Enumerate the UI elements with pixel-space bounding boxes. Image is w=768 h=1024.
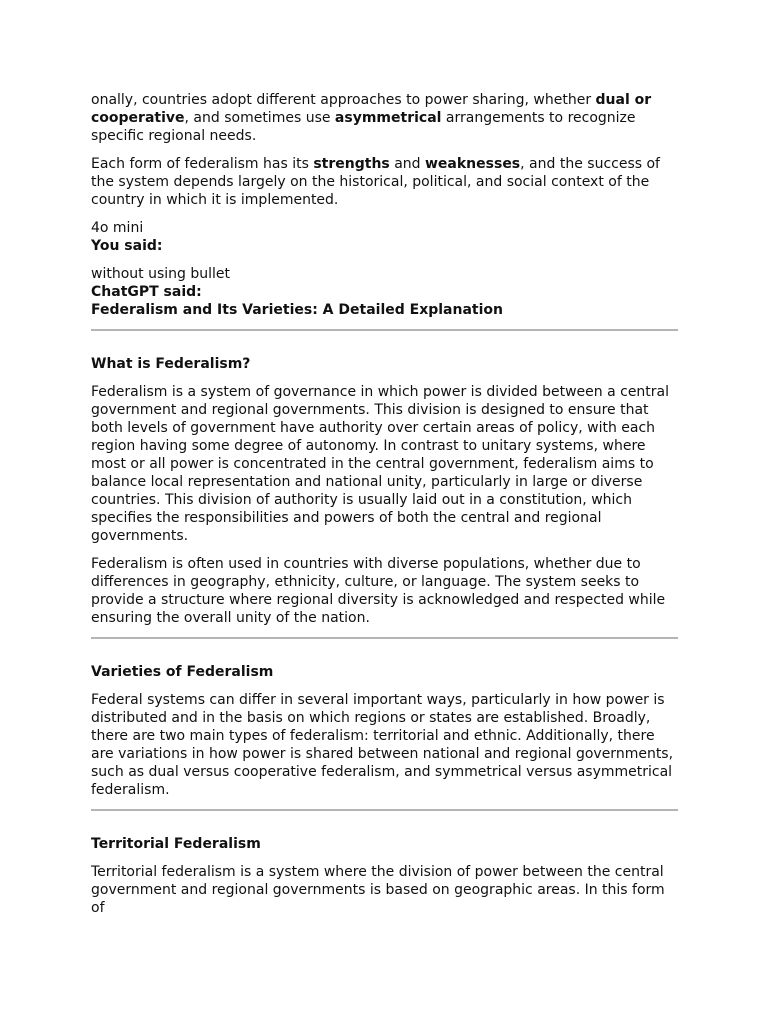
divider	[91, 637, 678, 639]
user-message: without using bullet	[91, 266, 230, 282]
text: Each form of federalism has its	[91, 156, 314, 172]
section-heading-varieties: Varieties of Federalism	[91, 664, 274, 680]
text: onally, countries adopt different approaches to power sharing, whether	[91, 92, 596, 108]
paragraph-approaches	[91, 91, 678, 145]
you-said-label: You said:	[91, 238, 163, 254]
text: , and the success of the system depends largely on the historical, political, and social context of the country in which it is implemented.	[91, 156, 660, 208]
doc-title: Federalism and Its Varieties: A Detailed Explanation	[91, 302, 503, 318]
paragraph-definition: Federalism is a system of governance in which power is divided between a central government and regional governments. This division is designed to ensure that both levels of government have authority over certain areas of policy, with each region having some degree of autonomy. In contrast to unitary systems, where most or all power is concentrated in the central government, federalism aims to balance local representation and national unity, particularly in large or diverse countries. This division of authority is usually laid out in a constitution, which specifies the responsibilities and powers of both the central and regional governments.	[91, 384, 670, 544]
model-label: 4o mini	[91, 220, 144, 236]
bold-text: weaknesses	[425, 156, 521, 172]
paragraph-territorial: Territorial federalism is a system where the division of power between the central government and regional governments is based on geographic areas. In this form of	[91, 864, 665, 916]
section-heading-what-is-federalism: What is Federalism?	[91, 356, 251, 372]
divider	[91, 329, 678, 331]
paragraph-varieties: Federal systems can differ in several important ways, particularly in how power is distributed and in the basis on which regions or states are established. Broadly, there are two main types of federalism: territorial and ethnic. Additionally, there are variations in how power is shared between national and regional governments, such as dual versus cooperative federalism, and symmetrical versus asymmetrical federalism.	[91, 692, 674, 798]
divider	[91, 809, 678, 811]
bold-text: asymmetrical	[334, 110, 442, 126]
paragraph-strengths	[91, 155, 678, 209]
text: , and sometimes use	[184, 110, 335, 126]
bold-text: dual or cooperative	[91, 92, 652, 126]
chatgpt-said-label: ChatGPT said:	[91, 284, 202, 300]
bold-text: strengths	[313, 156, 390, 172]
text: arrangements to recognize specific regional needs.	[91, 110, 636, 144]
section-heading-territorial: Territorial Federalism	[91, 836, 261, 852]
text: and	[389, 156, 425, 172]
paragraph-diverse-populations: Federalism is often used in countries with diverse populations, whether due to differences in geography, ethnicity, culture, or language. The system seeks to provide a structure where regional diversity is acknowledged and respected while ensuring the overall unity of the nation.	[91, 556, 666, 626]
